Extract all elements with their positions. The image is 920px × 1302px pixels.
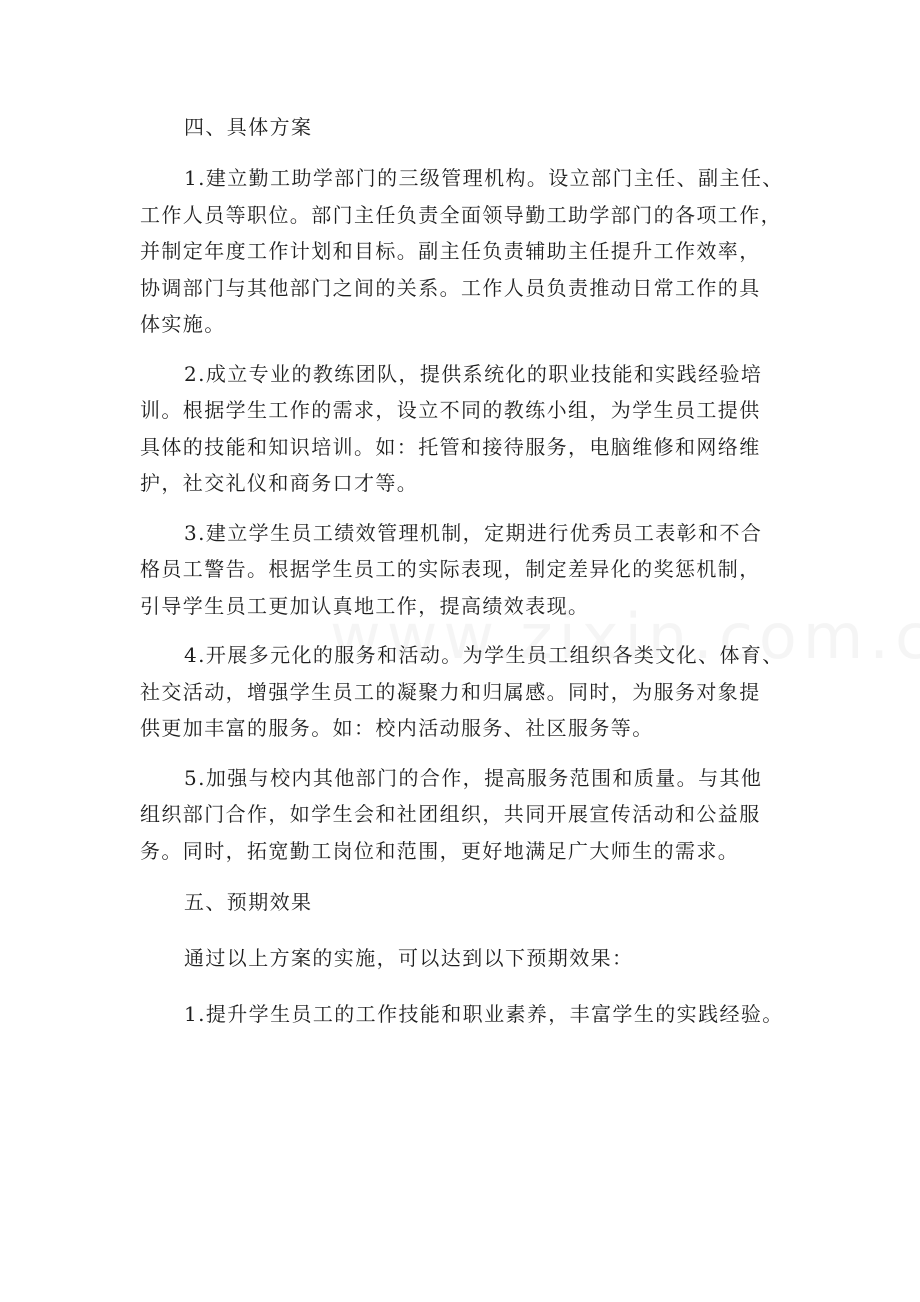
section-heading-5: 五、预期效果 xyxy=(184,890,313,914)
paragraph-line: 4.开展多元化的服务和活动。为学生员工组织各类文化、体育、 xyxy=(184,643,784,667)
paragraph-line: 社交活动，增强学生员工的凝聚力和归属感。同时，为服务对象提 xyxy=(140,679,761,704)
plan-item-5 xyxy=(140,760,805,870)
paragraph-line: 护，社交礼仪和商务口才等。 xyxy=(140,471,419,495)
paragraph-line: 3.建立学生员工绩效管理机制，定期进行优秀员工表彰和不合 xyxy=(184,520,763,545)
paragraph-line: 工作人员等职位。部门主任负责全面领导勤工助学部门的各项工作， xyxy=(140,202,782,227)
paragraph-line: 并制定年度工作计划和目标。副主任负责辅助主任提升工作效率， xyxy=(140,239,761,263)
plan-item-3 xyxy=(140,515,805,625)
paragraph-line: 1.建立勤工助学部门的三级管理机构。设立部门主任、副主任、 xyxy=(184,166,784,190)
paragraph-line: 协调部门与其他部门之间的关系。工作人员负责推动日常工作的具 xyxy=(140,275,761,300)
paragraph-line: 5.加强与校内其他部门的合作，提高服务范围和质量。与其他 xyxy=(184,765,763,790)
paragraph-line: 2.成立专业的教练团队，提供系统化的职业技能和实践经验培 xyxy=(184,361,763,386)
section-heading-4: 四、具体方案 xyxy=(184,115,313,139)
expected-effect-1: 1.提升学生员工的工作技能和职业素养，丰富学生的实践经验。 xyxy=(184,1002,784,1026)
plan-item-4 xyxy=(140,637,805,747)
paragraph-line: 体实施。 xyxy=(140,312,226,336)
plan-item-2 xyxy=(140,356,805,502)
paragraph-line: 供更加丰富的服务。如：校内活动服务、社区服务等。 xyxy=(140,716,654,740)
document-body xyxy=(140,104,805,1037)
plan-item-1 xyxy=(140,160,805,343)
paragraph-line: 务。同时，拓宽勤工岗位和范围，更好地满足广大师生的需求。 xyxy=(140,838,740,863)
paragraph-line: 具体的技能和知识培训。如：托管和接待服务，电脑维修和网络维 xyxy=(140,434,761,459)
section-5-intro: 通过以上方案的实施，可以达到以下预期效果： xyxy=(184,946,634,970)
paragraph-line: 训。根据学生工作的需求，设立不同的教练小组，为学生员工提供 xyxy=(140,398,761,422)
paragraph-line: 组织部门合作，如学生会和社团组织，共同开展宣传活动和公益服 xyxy=(140,802,761,826)
paragraph-line: 引导学生员工更加认真地工作，提高绩效表现。 xyxy=(140,593,590,618)
paragraph-line: 格员工警告。根据学生员工的实际表现，制定差异化的奖惩机制， xyxy=(140,557,761,581)
